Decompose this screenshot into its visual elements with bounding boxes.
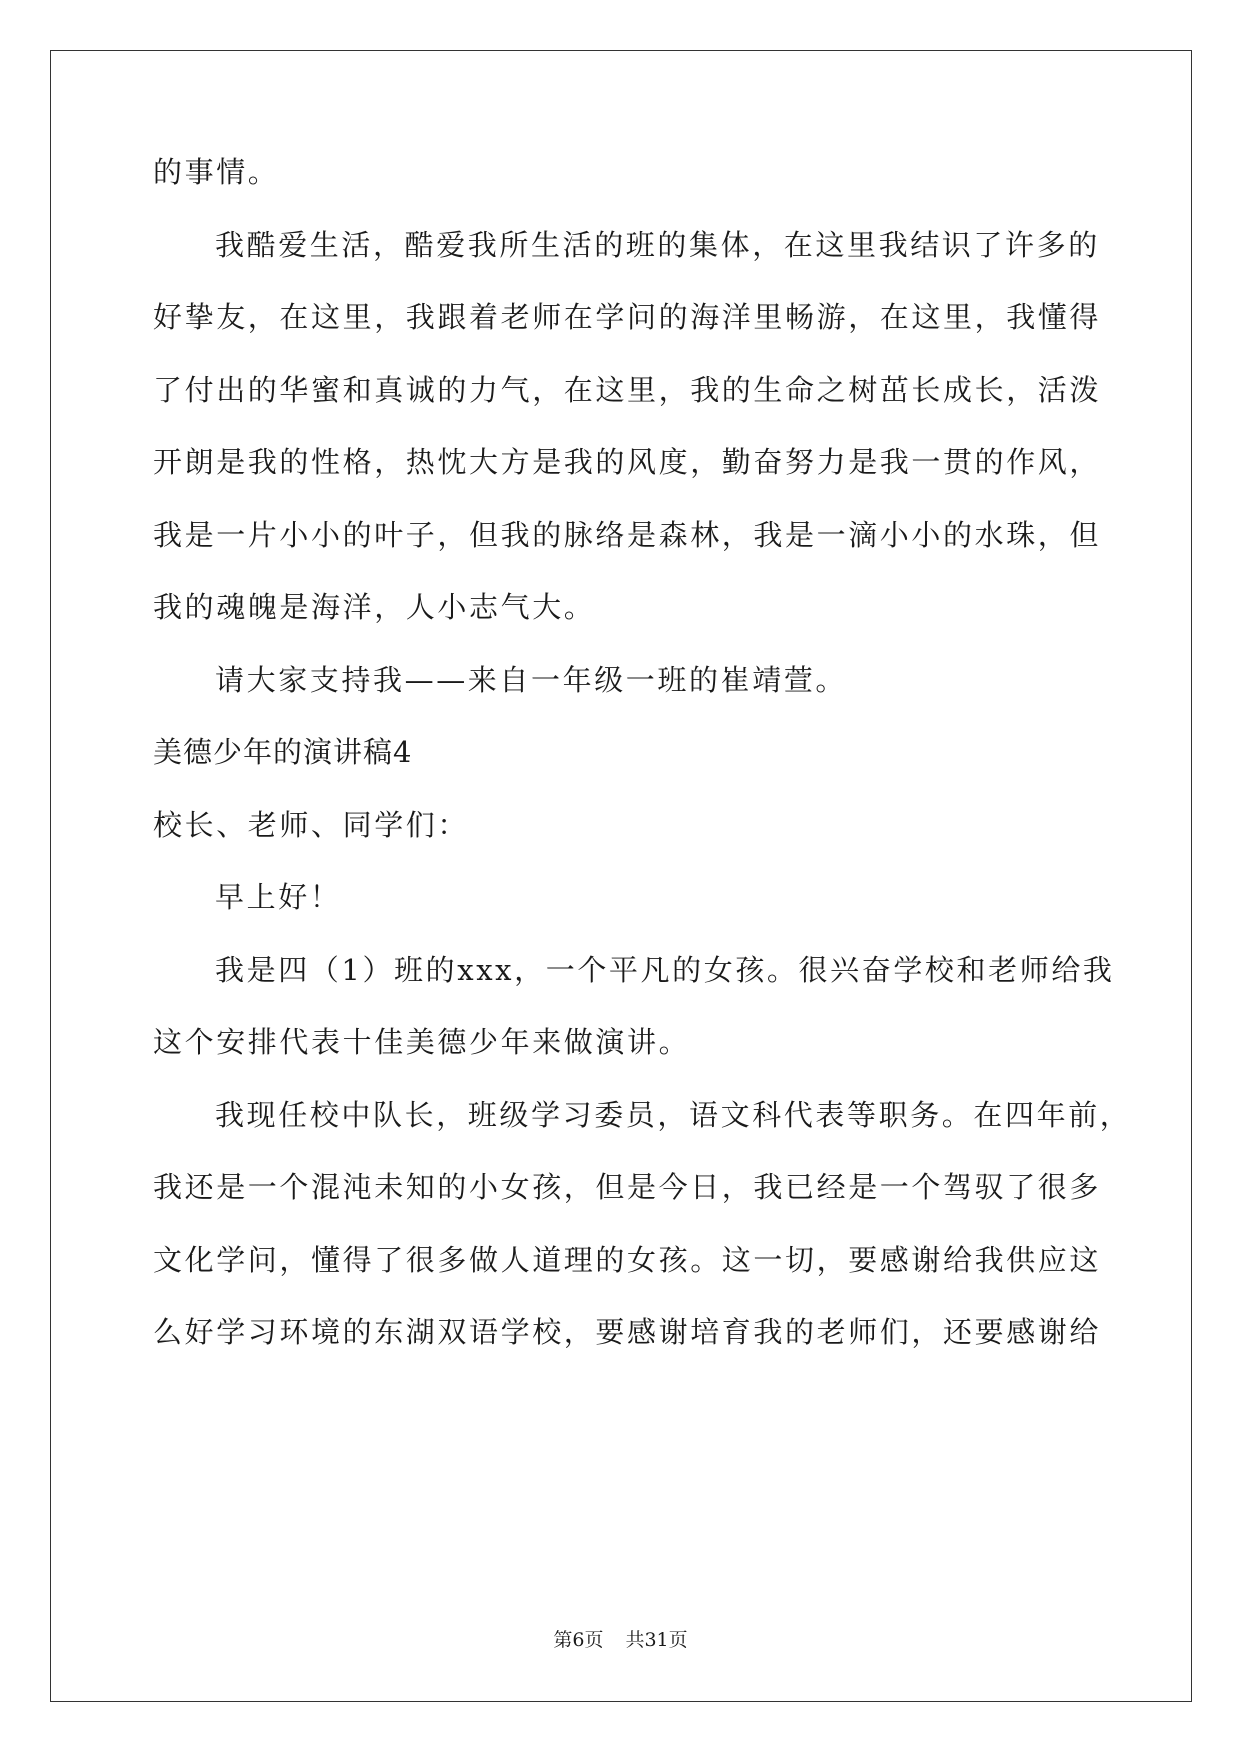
paragraph-line: 开朗是我的性格，热忱大方是我的风度，勤奋努力是我一贯的作风， xyxy=(153,445,1102,479)
paragraph-line: 的事情。 xyxy=(153,155,280,189)
paragraph-line: 请大家支持我——来自一年级一班的崔靖萱。 xyxy=(215,663,848,697)
paragraph-line: 么好学习环境的东湖双语学校，要感谢培育我的老师们，还要感谢给 xyxy=(153,1315,1102,1349)
paragraph-line: 文化学问，懂得了很多做人道理的女孩。这一切，要感谢给我供应这 xyxy=(153,1243,1102,1277)
paragraph-line: 我酷爱生活，酷爱我所生活的班的集体，在这里我结识了许多的 xyxy=(215,228,1100,262)
greeting: 早上好！ xyxy=(215,880,342,914)
section-title: 美德少年的演讲稿4 xyxy=(153,735,413,769)
paragraph-line: 好挚友，在这里，我跟着老师在学问的海洋里畅游，在这里，我懂得 xyxy=(153,300,1102,334)
page-footer xyxy=(0,1628,1241,1652)
paragraph-line: 这个安排代表十佳美德少年来做演讲。 xyxy=(153,1025,691,1059)
salutation: 校长、老师、同学们： xyxy=(153,808,470,842)
paragraph-line: 我的魂魄是海洋，人小志气大。 xyxy=(153,590,596,624)
paragraph-line: 我是一片小小的叶子，但我的脉络是森林，我是一滴小小的水珠，但 xyxy=(153,518,1102,552)
paragraph-line: 我还是一个混沌未知的小女孩，但是今日，我已经是一个驾驭了很多 xyxy=(153,1170,1102,1204)
paragraph-line: 我是四（1）班的xxx，一个平凡的女孩。很兴奋学校和老师给我 xyxy=(215,953,1115,987)
paragraph-line: 我现任校中队长，班级学习委员，语文科代表等职务。在四年前， xyxy=(215,1098,1132,1132)
page-number: 第6页 xyxy=(553,1629,604,1651)
page-total: 共31页 xyxy=(625,1629,688,1651)
paragraph-line: 了付出的华蜜和真诚的力气，在这里，我的生命之树茁长成长，活泼 xyxy=(153,373,1102,407)
